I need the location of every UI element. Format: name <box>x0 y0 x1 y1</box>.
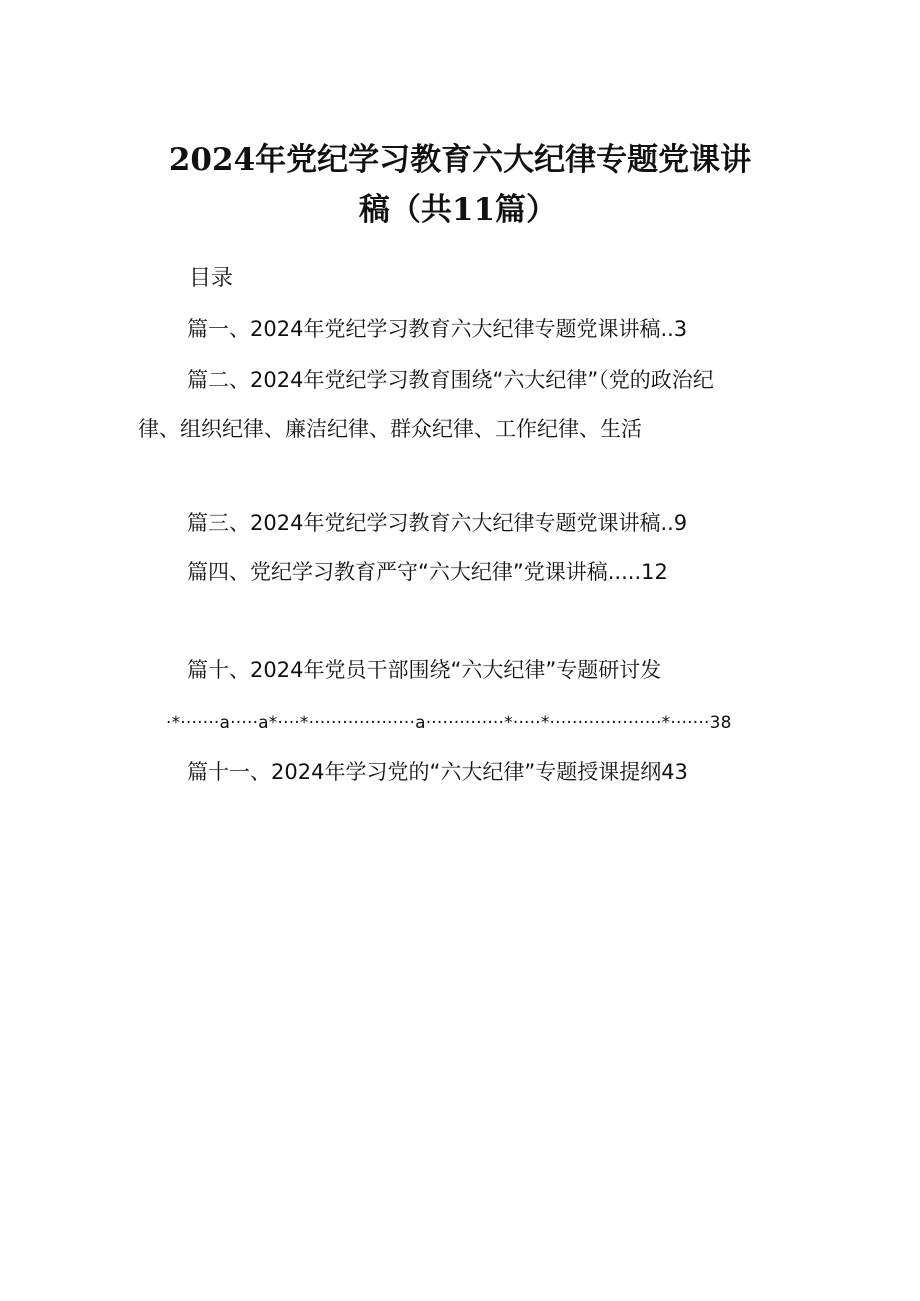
document-title-line-1: 2024年党纪学习教育六大纪律专题党课讲 <box>168 142 752 178</box>
toc-entry-1[interactable]: 篇一、2024年党纪学习教育六大纪律专题党课讲稿..3 <box>187 317 688 341</box>
toc-entry-10-line-1[interactable]: 篇十、2024年党员干部围绕“六大纪律”专题研讨发 <box>187 658 662 682</box>
toc-heading: 目录 <box>189 266 234 291</box>
toc-entry-4[interactable]: 篇四、党纪学习教育严守“六大纪律”党课讲稿.....12 <box>187 560 668 584</box>
toc-entry-2-line-2[interactable]: 律、组织纪律、廉洁纪律、群众纪律、工作纪律、生活 <box>138 417 642 441</box>
toc-entry-3[interactable]: 篇三、2024年党纪学习教育六大纪律专题党课讲稿..9 <box>187 511 688 535</box>
toc-entry-2-line-1[interactable]: 篇二、2024年党纪学习教育围绕“六大纪律”（党的政治纪 <box>187 368 714 392</box>
toc-entry-11[interactable]: 篇十一、2024年学习党的“六大纪律”专题授课提纲43 <box>187 760 688 784</box>
toc-entry-10-leader-line[interactable]: ·*·······a·····a*····*···················a··············*·····*····················*·······38 <box>166 713 732 733</box>
document-title-line-2: 稿（共11篇） <box>358 192 558 228</box>
